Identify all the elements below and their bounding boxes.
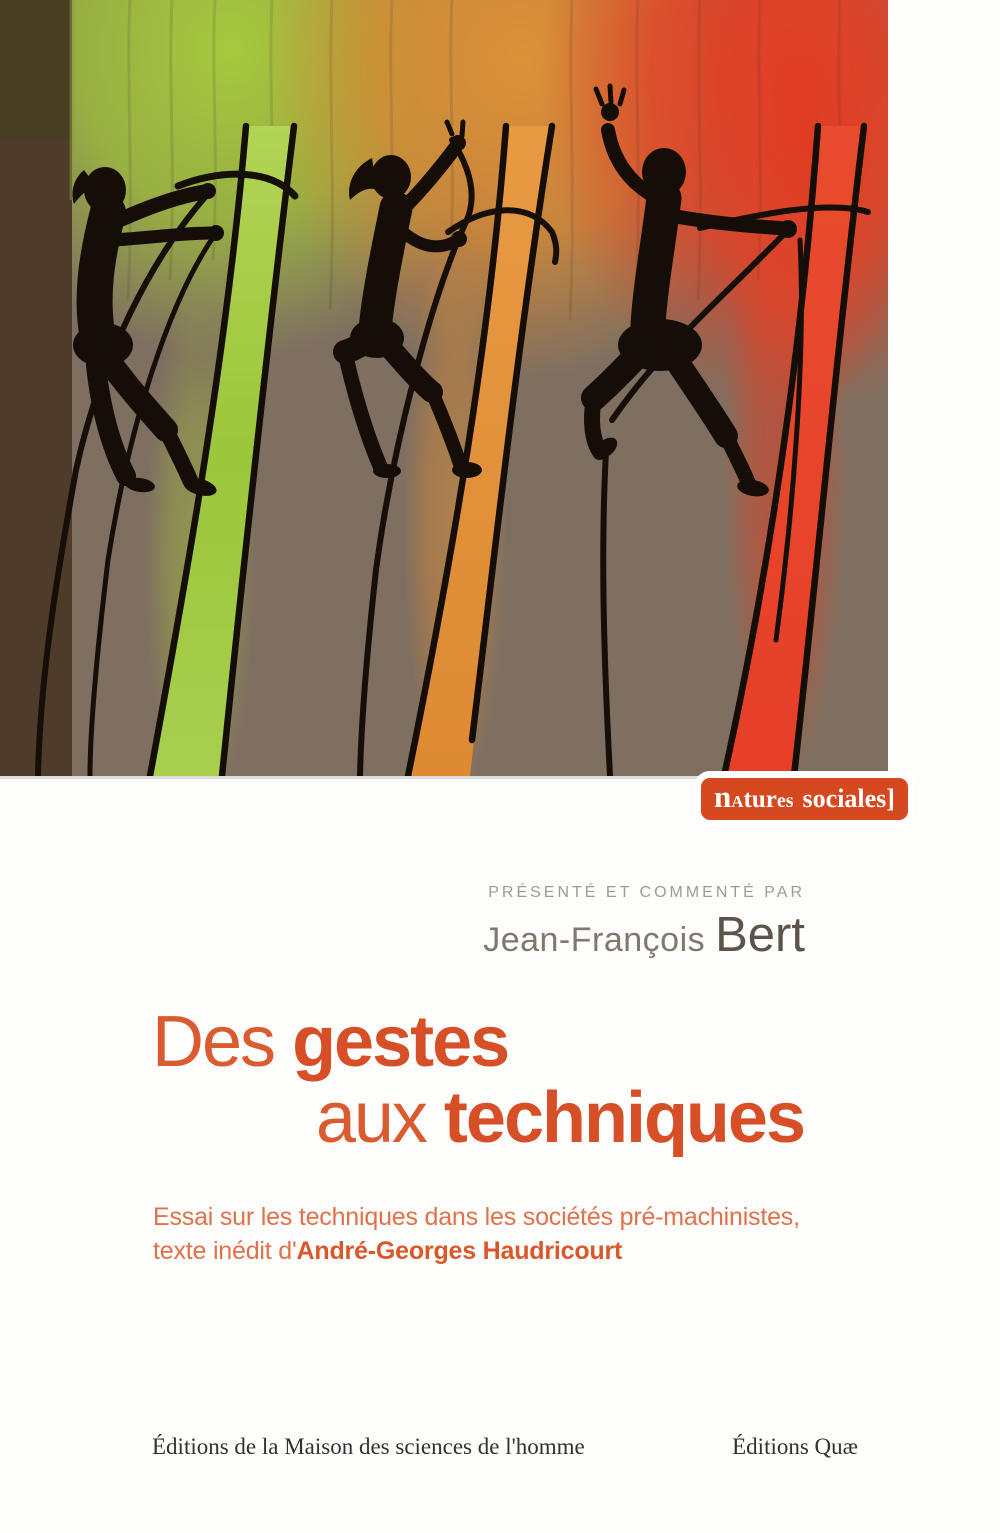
title-line-1	[152, 1000, 804, 1084]
book-subtitle	[153, 1200, 853, 1268]
badge-text-segment: n	[714, 779, 732, 814]
badge-text-segment: tur	[743, 786, 777, 813]
title-word-bold: techniques	[443, 1078, 804, 1158]
title-line-2	[152, 1078, 804, 1158]
presenter-last-name: Bert	[715, 908, 805, 962]
left-dark-column	[0, 0, 72, 776]
publisher-right: Éditions Quæ	[732, 1434, 858, 1459]
presenter-kicker: PRÉSENTÉ ET COMMENTÉ PAR	[488, 884, 805, 901]
publishers-line	[152, 1434, 858, 1460]
cover-illustration	[0, 0, 888, 776]
badge-text-segment: A	[731, 792, 744, 811]
climbers-artwork	[0, 0, 888, 776]
badge-text-segment: sociales]	[802, 784, 895, 813]
subtitle-line-2	[153, 1234, 853, 1268]
badge-text-segment: es	[776, 790, 794, 812]
presenter-block	[483, 884, 805, 963]
presenter-name	[483, 907, 805, 963]
title-word-bold: gestes	[292, 1002, 509, 1082]
subtitle-author-name: André-Georges Haudricourt	[296, 1237, 623, 1265]
subtitle-light-text: texte inédit d'	[153, 1237, 297, 1265]
title-word-light: Des	[152, 1002, 275, 1082]
publisher-left: Éditions de la Maison des sciences de l'homme	[152, 1434, 585, 1459]
book-title	[152, 1000, 804, 1158]
presenter-first-names: Jean-François	[483, 921, 706, 959]
subtitle-line-1: Essai sur les techniques dans les sociétés pré-machinistes,	[153, 1203, 800, 1231]
collection-badge	[694, 771, 915, 827]
title-word-light: aux	[315, 1078, 426, 1158]
